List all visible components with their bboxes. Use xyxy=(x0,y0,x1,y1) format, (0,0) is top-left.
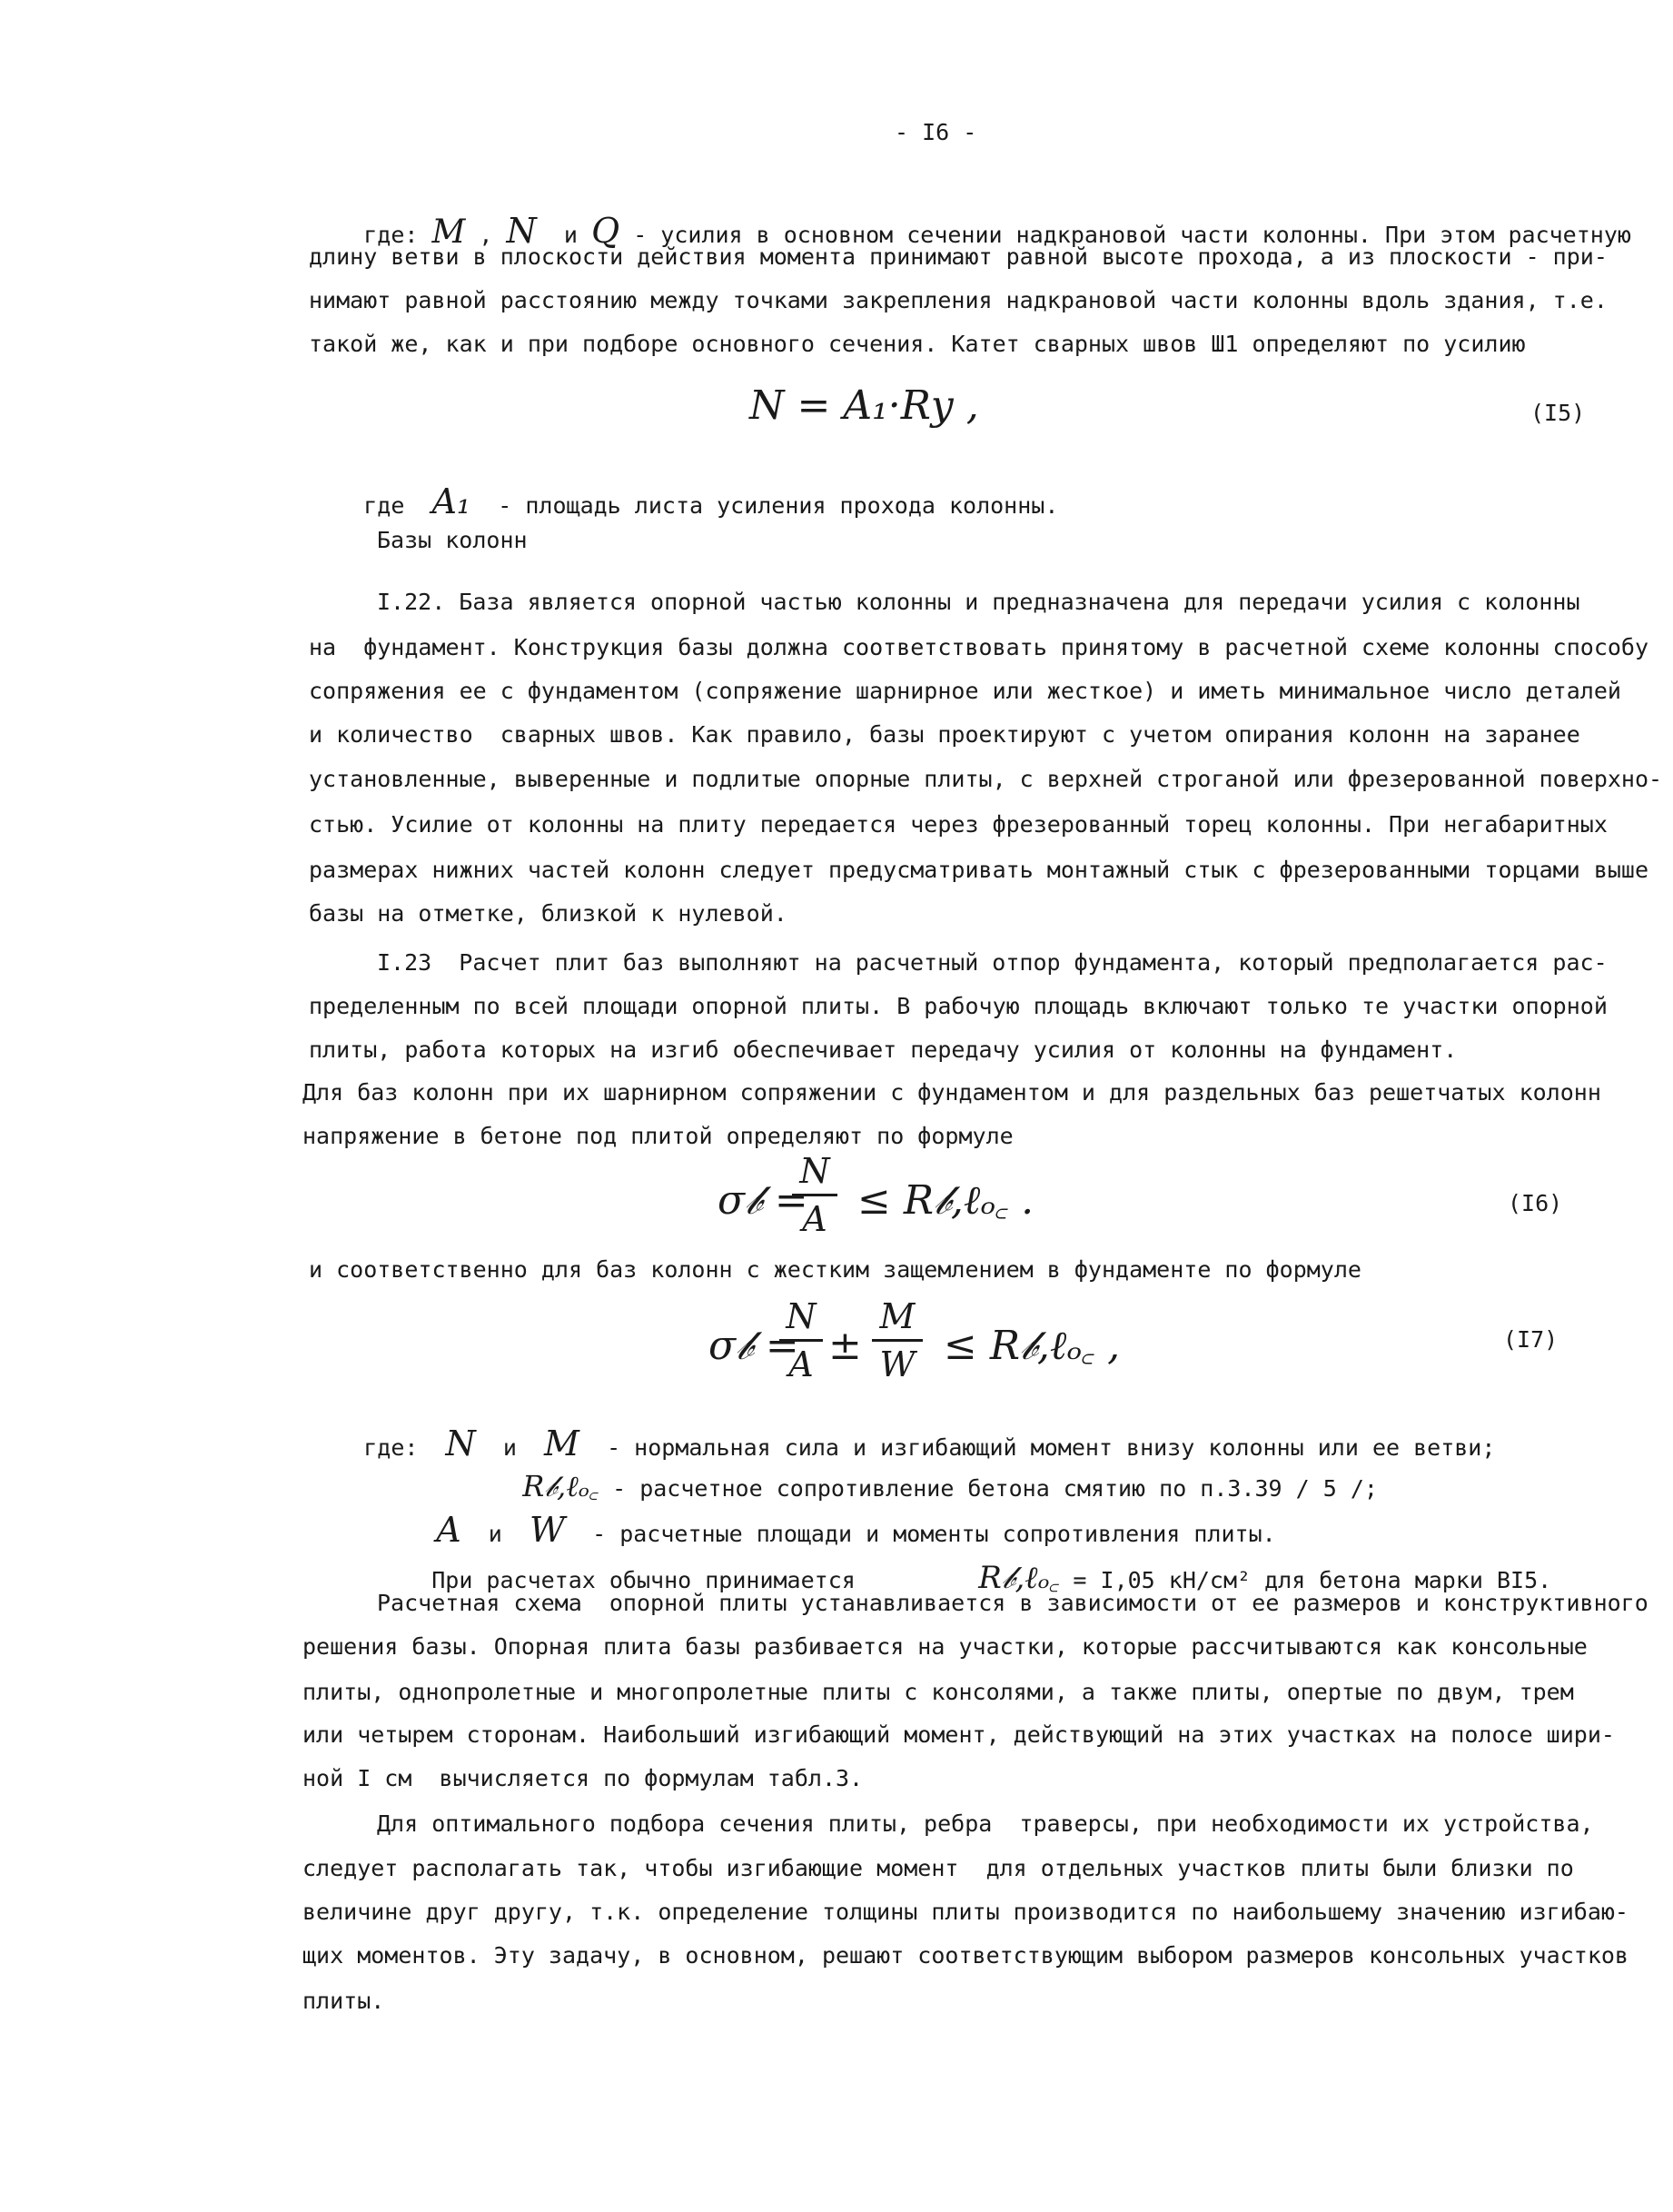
formula-17-lhs: σ𝒷 = xyxy=(708,1323,799,1369)
text-line: ной I см вычисляется по формулам табл.3. xyxy=(302,1765,864,1791)
text-line: на фундамент. Конструкция базы должна соответствовать принятому в расчетной схеме колонны способу xyxy=(309,634,1649,660)
text-line: I.23 Расчет плит баз выполняют на расчетный отпор фундамента, который предполагается рас- xyxy=(377,949,1608,976)
formula-15: N = A₁·R𝑦 , xyxy=(749,382,979,429)
text-line: пределенным по всей площади опорной плиты. В рабочую площадь включают только те участки опорной xyxy=(309,993,1608,1019)
text-line: и количество сварных швов. Как правило, базы проектируют с учетом опирания колонн на заранее xyxy=(309,721,1580,748)
text-line: величине друг другу, т.к. определение толщины плиты производится по наибольшему значению изгибаю- xyxy=(302,1899,1628,1925)
equation-number-15: (I5) xyxy=(1530,400,1586,426)
text-line: такой же, как и при подборе основного сечения. Катет сварных швов Ш1 определяют по усилию xyxy=(309,331,1526,357)
formula-16-rhs: ≤ R𝒷,ℓₒ꜀ . xyxy=(845,1177,1034,1224)
formula-16-fraction: N A xyxy=(792,1154,837,1236)
text-line: решения базы. Опорная плита базы разбивается на участки, которые рассчитываются как консольные xyxy=(302,1633,1588,1660)
text-line: установленные, выверенные и подлитые опорные плиты, с верхней строганой или фрезерованной поверхно- xyxy=(309,766,1663,792)
text-line: следует располагать так, чтобы изгибающие момент для отдельных участков плиты были близки по xyxy=(302,1855,1574,1881)
equation-number-16: (I6) xyxy=(1508,1190,1563,1216)
text-line: базы на отметке, близкой к нулевой. xyxy=(309,900,787,927)
text-line: сопряжения ее с фундаментом (сопряжение шарнирное или жесткое) и иметь минимальное число деталей xyxy=(309,678,1621,704)
text-line: Расчетная схема опорной плиты устанавливается в зависимости от ее размеров и конструктивного xyxy=(377,1590,1648,1616)
text-line: щих моментов. Эту задачу, в основном, решают соответствующим выбором размеров консольных участков xyxy=(302,1942,1628,1969)
text-line: где: M , N и Q - усилия в основном сечении надкрановой части колонны. При этом расчетную xyxy=(363,211,1631,251)
text-line: плиты, однопролетные и многопролетные плиты с консолями, а также плиты, опертые по двум, трем xyxy=(302,1679,1574,1705)
text-line: A и W - расчетные площади и моменты сопротивления плиты. xyxy=(436,1510,1276,1550)
text-line: плиты, работа которых на изгиб обеспечивает передачу усилия от колонны на фундамент. xyxy=(309,1037,1458,1063)
formula-16-lhs: σ𝒷 = xyxy=(718,1177,808,1224)
formula-17-rhs: ≤ R𝒷,ℓₒ꜀ , xyxy=(931,1323,1121,1369)
equation-number-17: (I7) xyxy=(1503,1326,1559,1353)
text-line: нимают равной расстоянию между точками закрепления надкрановой части колонны вдоль здания, т.е. xyxy=(309,287,1608,313)
text-line: R𝒷,ℓₒ꜀ - расчетное сопротивление бетона смятию по п.3.39 / 5 /; xyxy=(522,1469,1378,1503)
formula-17-pm: ± xyxy=(828,1323,862,1369)
text-line: напряжение в бетоне под плитой определяют по формуле xyxy=(302,1123,1014,1149)
text-line: где A₁ - площадь листа усиления прохода колонны. xyxy=(363,481,1059,521)
text-line: стью. Усилие от колонны на плиту передается через фрезерованный торец колонны. При негабаритных xyxy=(309,811,1608,838)
text-line: размерах нижних частей колонн следует предусматривать монтажный стык с фрезерованными торцами выше xyxy=(309,857,1649,883)
text-line: и соответственно для баз колонн с жестким защемлением в фундаменте по формуле xyxy=(309,1256,1361,1283)
text-line: длину ветви в плоскости действия момента принимают равной высоте прохода, а из плоскости - при- xyxy=(309,243,1608,270)
section-heading: Базы колонн xyxy=(377,527,528,553)
text-line: или четырем сторонам. Наибольший изгибающий момент, действующий на этих участках на полосе шири- xyxy=(302,1721,1615,1748)
text-line: I.22. База является опорной частью колонны и предназначена для передачи усилия с колонны xyxy=(377,589,1580,615)
text-line: При расчетах обычно принимается R𝒷,ℓₒ꜀ = I,05 кН/см² для бетона марки BI5. xyxy=(431,1560,1552,1596)
text-line: плиты. xyxy=(302,1988,385,2014)
formula-17-fraction-2: M W xyxy=(872,1299,923,1382)
text-line: Для баз колонн при их шарнирном сопряжении с фундаментом и для раздельных баз решетчатых колонн xyxy=(302,1079,1601,1106)
text-line: где: N и M - нормальная сила и изгибающий момент внизу колонны или ее ветви; xyxy=(363,1423,1496,1463)
page-number: - I6 - xyxy=(895,119,977,145)
text-line: Для оптимального подбора сечения плиты, ребра траверсы, при необходимости их устройства, xyxy=(377,1810,1594,1837)
formula-17-fraction-1: N A xyxy=(779,1299,823,1382)
